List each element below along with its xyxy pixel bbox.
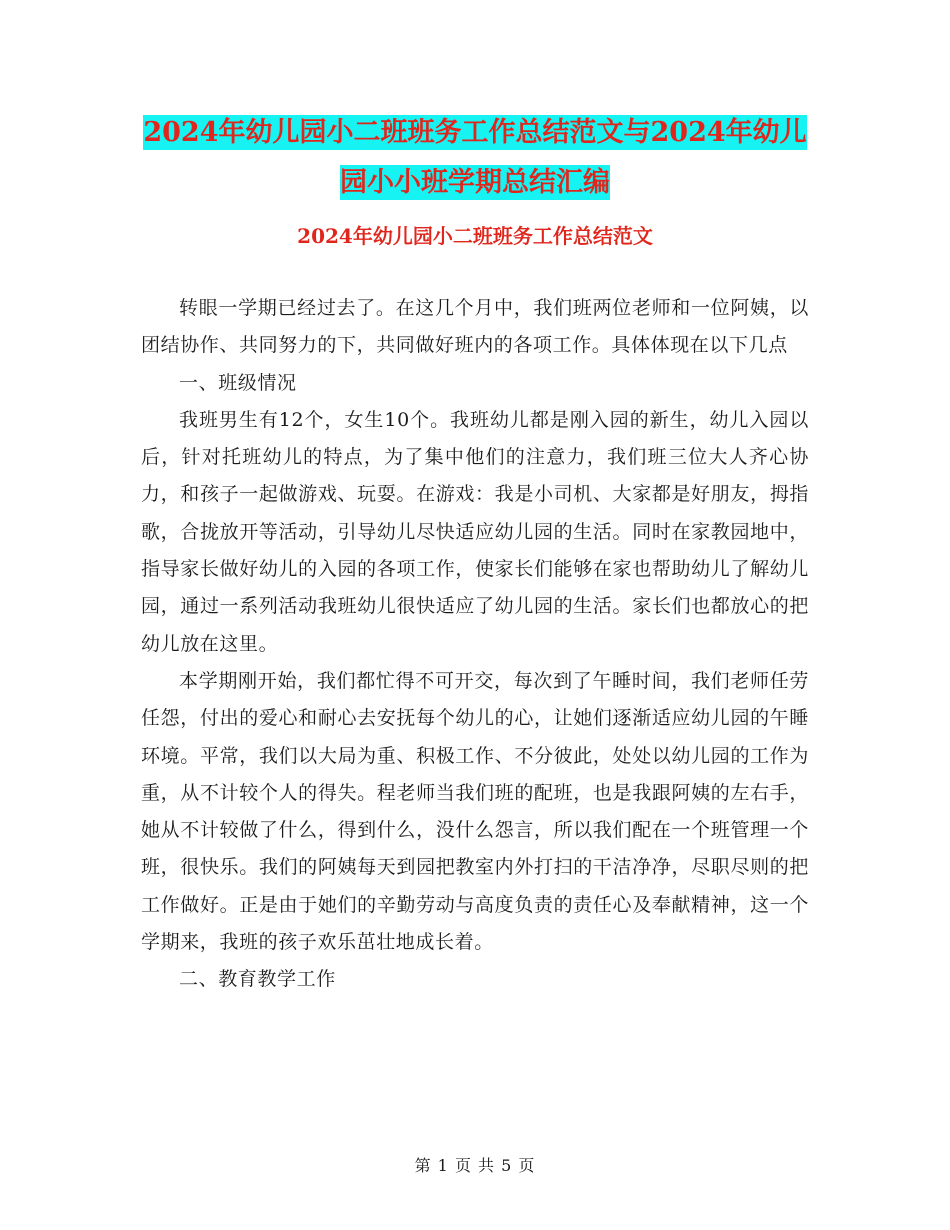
- heading-class-situation: 一、班级情况: [179, 371, 297, 394]
- document-main-title: [140, 108, 810, 208]
- main-title-line-2: 园小小班学期总结汇编: [340, 167, 610, 198]
- main-title-line-1: 2024年幼儿园小二班班务工作总结范文与2024年幼儿: [143, 117, 807, 148]
- page-number-label: 第 1 页 共 5 页: [414, 1156, 536, 1175]
- section-title: 2024年幼儿园小二班班务工作总结范文: [297, 224, 653, 248]
- heading-teaching-work: 二、教育教学工作: [179, 968, 336, 991]
- page-footer: [0, 1153, 950, 1176]
- paragraph-class-situation: 我班男生有12个，女生10个。我班幼儿都是刚入园的新生，幼儿入园以后，针对托班幼儿的特点，为了集中他们的注意力，我们班三位大人齐心协力，和孩子一起做游戏、玩耍。在游戏：我是小司机、大家都是好朋友，拇指歌，合拢放开等活动，引导幼儿尽快适应幼儿园的生活。同时在家教园地中，指导家长做好幼儿的入园的各项工作，使家长们能够在家也帮助幼儿了解幼儿园，通过一系列活动我班幼儿很快适应了幼儿园的生活。家长们也都放心的把幼儿放在这里。: [141, 408, 809, 655]
- paragraph-teachers: 本学期刚开始，我们都忙得不可开交，每次到了午睡时间，我们老师任劳任怨，付出的爱心和耐心去安抚每个幼儿的心，让她们逐渐适应幼儿园的午睡环境。平常，我们以大局为重、积极工作、不分彼此，处处以幼儿园的工作为重，从不计较个人的得失。程老师当我们班的配班，也是我跟阿姨的左右手，她从不计较做了什么，得到什么，没什么怨言，所以我们配在一个班管理一个班，很快乐。我们的阿姨每天到园把教室内外打扫的干洁净净，尽职尽则的把工作做好。正是由于她们的辛勤劳动与高度负责的责任心及奉献精神，这一个学期来，我班的孩子欢乐茁壮地成长着。: [141, 669, 809, 954]
- paragraph-intro: 转眼一学期已经过去了。在这几个月中，我们班两位老师和一位阿姨，以团结协作、共同努力的下，共同做好班内的各项工作。具体体现在以下几点: [141, 297, 809, 357]
- document-body: [141, 290, 809, 999]
